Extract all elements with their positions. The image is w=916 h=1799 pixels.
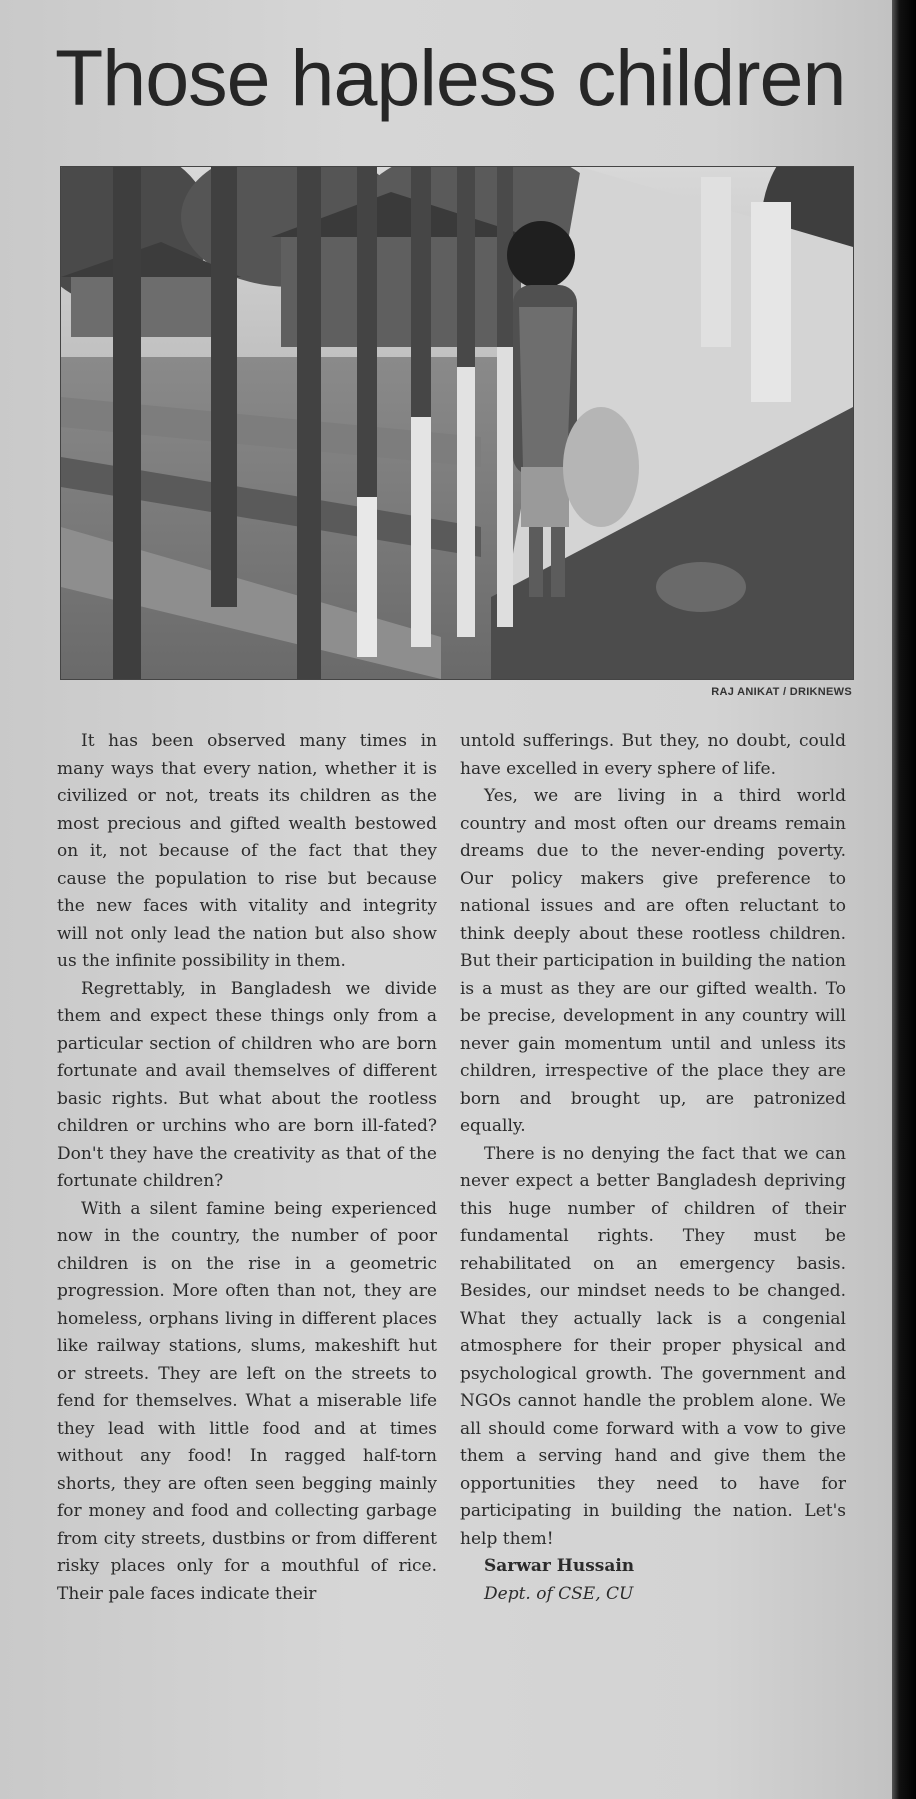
author-affiliation: Dept. of CSE, CU: [484, 1583, 634, 1604]
article-paragraph: untold sufferings. But they, no doubt, could have excelled in every sphere of life.: [460, 731, 846, 779]
author-name: Sarwar Hussain: [484, 1556, 635, 1576]
article-paragraph: There is no denying the fact that we can never expect a better Bangladesh depriving this huge number of children of their fundamental rights. They must be rehabilitated on an emergency basis. Besides, our mindset needs to be changed. What they actually lack is a congenial atmosphere for their proper physical and psychological growth. The government and NGOs cannot handle the problem alone. We all should come forward with a vow to give them a serving hand and give them the opportunities they need to have for participating in building the nation. Let's help them!: [460, 1143, 846, 1549]
article-paragraph: It has been observed many times in many ways that every nation, whether it is civilized or not, treats its children as the most precious and gifted wealth bestowed on it, not because of the fact that they cause the population to rise but because the new faces with vitality and integrity will not only lead the nation but also show us the infinite possibility in them.: [57, 731, 437, 971]
article-title: Those hapless children: [55, 33, 846, 122]
background-edge: [892, 0, 916, 1799]
photo-credit: RAJ ANIKAT / DRIKNEWS: [711, 686, 852, 698]
article-paragraph: With a silent famine being experienced now in the country, the number of poor children is on the rise in a geometric progression. More often than not, they are homeless, orphans living in different places like railway stations, slums, makeshift hut or streets. They are left on the streets to fend for themselves. What a miserable life they lead with little food and at times without any food! In ragged half-torn shorts, they are often seen begging mainly for money and food and collecting garbage from city streets, dustbins or from different risky places only for a mouthful of rice. Their pale faces indicate their: [57, 1198, 437, 1604]
article-column-left: [57, 728, 437, 1608]
article-column-right: [460, 728, 846, 1608]
article-paragraph: Yes, we are living in a third world country and most often our dreams remain dreams due to the never-ending poverty. Our policy makers give preference to national issues and are often reluctant to think deeply about these rootless children. But their participation in building the nation is a must as they are our gifted wealth. To be precise, development in any country will never gain momentum until and unless its children, irrespective of the place they are born and brought up, are patronized equally.: [460, 786, 846, 1136]
article-paragraph: Regrettably, in Bangladesh we divide them and expect these things only from a particular section of children who are born fortunate and avail themselves of different basic rights. But what about the rootless children or urchins who are born ill-fated? Don't they have the creativity as that of the fortunate children?: [57, 978, 437, 1191]
photo-illustration: [61, 167, 853, 679]
article-photo: [60, 166, 854, 680]
